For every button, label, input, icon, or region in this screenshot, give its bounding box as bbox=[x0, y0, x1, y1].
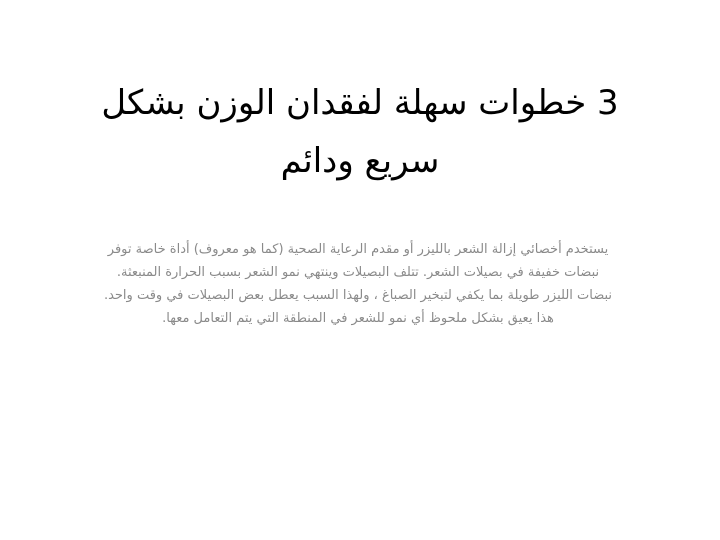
slide-title: 3 خطوات سهلة لفقدان الوزن بشكل سريع ودائم bbox=[101, 83, 619, 181]
slide-body-text: يستخدم أخصائي إزالة الشعر بالليزر أو مقدم الرعاية الصحية (كما هو معروف) أداة خاصة توفر نبضات خفيفة في بصيلات الشعر. تتلف البصيلات وينتهي نمو الشعر بسبب الحرارة المنبعثة. نبضات الليزر طويلة بما يكفي لتبخير الصباغ ، ولهذا السبب يعطل بعض البصيلات في وقت واحد. هذا يعيق بشكل ملحوظ أي نمو للشعر في المنطقة التي يتم التعامل معها. bbox=[103, 242, 613, 326]
